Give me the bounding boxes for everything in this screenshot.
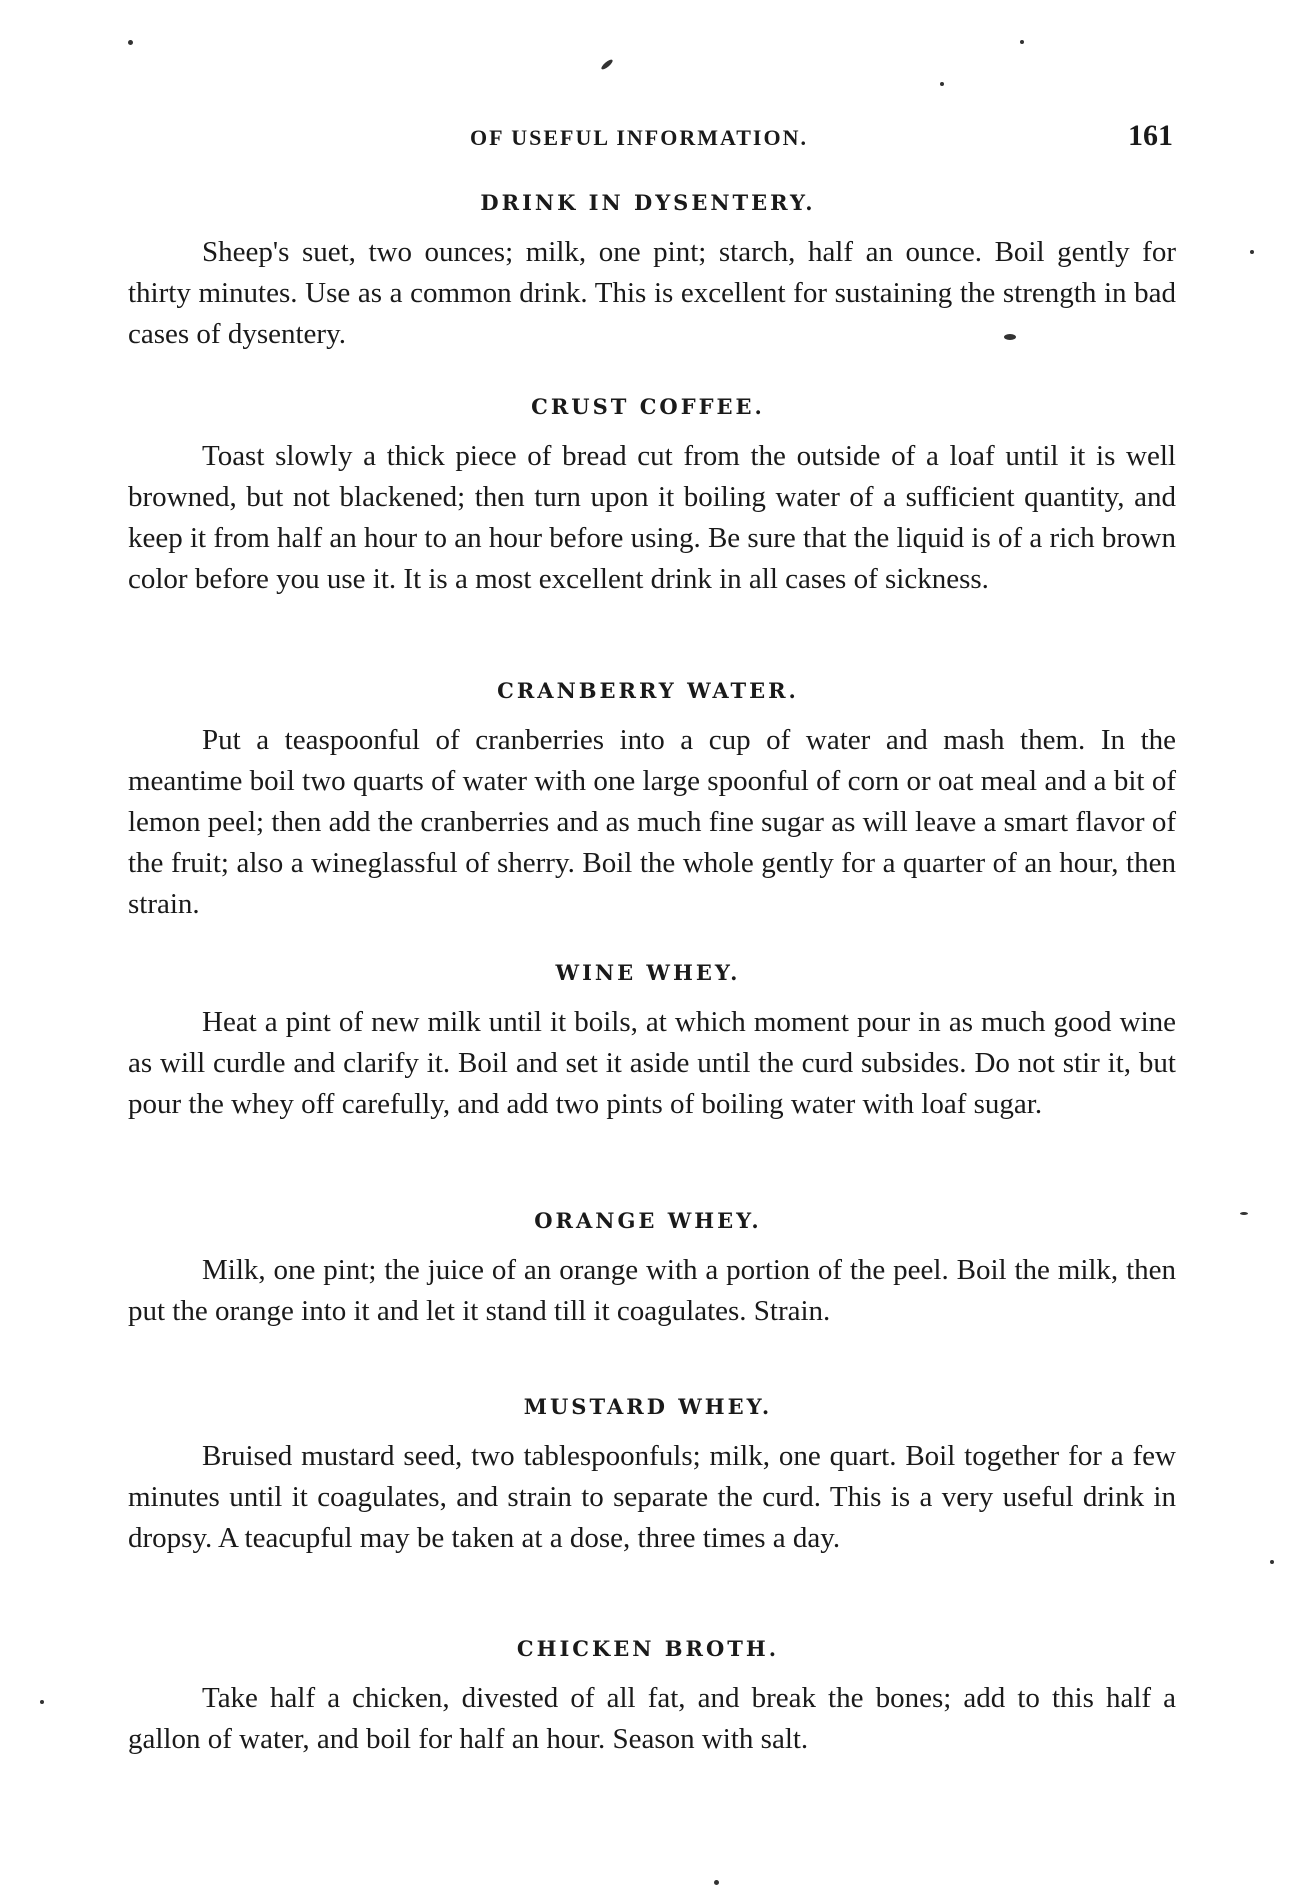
section-text-wine-whey: Heat a pint of new milk until it boils, at which moment pour in as much good wine as will curdle and clarify it. Boil and set it aside until the curd subsides. Do not stir it, but pour the whey off carefully, and add two pints of boiling water with loaf sugar. <box>128 1006 1176 1120</box>
scan-speck <box>1004 334 1016 340</box>
section-heading-crust-coffee: CRUST COFFEE. <box>531 394 765 419</box>
scan-speck <box>40 1700 44 1704</box>
scan-speck <box>1270 1560 1274 1564</box>
page-number: 161 <box>1128 119 1173 152</box>
section-heading-cranberry-water: CRANBERRY WATER. <box>497 678 799 703</box>
running-title: OF USEFUL INFORMATION. <box>470 125 808 150</box>
scan-speck <box>600 58 614 71</box>
scan-speck <box>128 40 133 45</box>
section-text-drink-in-dysentery: Sheep's suet, two ounces; milk, one pint; starch, half an ounce. Boil gently for thirty minutes. Use as a common drink. This is excellent for sustaining the strength in bad cases of dysentery. <box>128 236 1176 350</box>
section-heading-mustard-whey: MUSTARD WHEY. <box>523 1394 773 1419</box>
section-heading-drink-in-dysentery: DRINK IN DYSENTERY. <box>480 190 816 215</box>
section-text-orange-whey: Milk, one pint; the juice of an orange with a portion of the peel. Boil the milk, then put the orange into it and let it stand till it coagulates. Strain. <box>128 1254 1176 1327</box>
scan-speck <box>714 1880 719 1885</box>
section-text-crust-coffee: Toast slowly a thick piece of bread cut from the outside of a loaf until it is well browned, but not blackened; then turn upon it boiling water of a sufficient quantity, and keep it from half an hour to an hour before using. Be sure that the liquid is of a rich brown color before you use it. It is a most excellent drink in all cases of sickness. <box>128 440 1176 595</box>
section-heading-chicken-broth: CHICKEN BROTH. <box>516 1636 780 1661</box>
section-heading-wine-whey: WINE WHEY. <box>555 960 741 985</box>
scan-speck <box>1240 1212 1248 1215</box>
section-heading-orange-whey: ORANGE WHEY. <box>534 1208 762 1233</box>
scan-speck <box>1250 250 1254 254</box>
section-text-cranberry-water: Put a teaspoonful of cranberries into a cup of water and mash them. In the meantime boil two quarts of water with one large spoonful of corn or oat meal and a bit of lemon peel; then add the cranberries and as much fine sugar as will leave a smart flavor of the fruit; also a wineglassful of sherry. Boil the whole gently for a quarter of an hour, then strain. <box>128 724 1176 920</box>
scan-speck <box>1020 40 1024 44</box>
running-head <box>0 119 1296 165</box>
section-text-chicken-broth: Take half a chicken, divested of all fat, and break the bones; add to this half a gallon of water, and boil for half an hour. Season with salt. <box>128 1682 1176 1755</box>
scan-speck <box>940 82 944 86</box>
section-text-mustard-whey: Bruised mustard seed, two tablespoonfuls; milk, one quart. Boil together for a few minutes until it coagulates, and strain to separate the curd. This is a very useful drink in dropsy. A teacupful may be taken at a dose, three times a day. <box>128 1440 1176 1554</box>
